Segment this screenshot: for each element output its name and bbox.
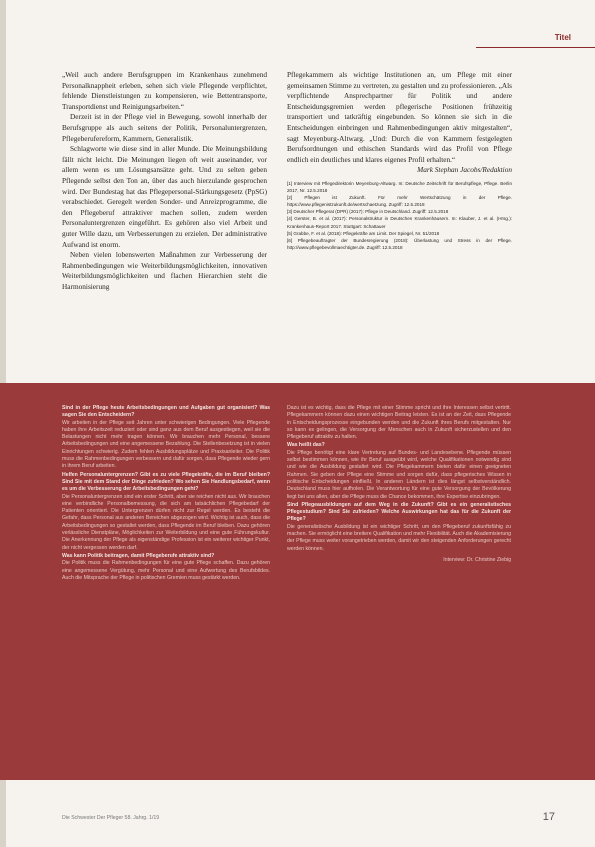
interview-answer: Dazu ist es wichtig, dass die Pflege mit einer Stimme spricht und ihre Interessen selbst vertritt. Pflegekammern können dazu einen wichtigen Beitrag leisten. Es ist an der Zeit, dass Pflegende in Entscheidungsprozesse eingebunden werden und die Zukunft ihres Berufs mitgestalten. Nur so kann es gelingen, die Versorgung der Menschen auch in Zukunft sicherzustellen und den Pflegeberuf attraktiv zu halten. (287, 405, 511, 441)
interview-question: Was heißt das? (287, 442, 325, 449)
page-header (0, 0, 595, 48)
article-paragraph: „Weil auch andere Berufsgruppen im Krankenhaus zunehmend Personalknappheit erleben, sehen sich viele Pflegende verpflichtet, fehlende Dienstleistungen zu kompensieren, wie Bettentransporte, Transportdienst und Reinigungsarbeiten.“ (62, 70, 267, 111)
interview-question: Sind Pflegeausbildungen auf dem Weg in die Zukunft? Gibt es ein generalistisches Pflegestudium? Sind Sie zufrieden? Welche Auswirkungen hat das für die Zukunft der Pflege? (287, 501, 511, 523)
interview-question: Was kann Politik beitragen, damit Pflegeberufe attraktiv sind? (62, 552, 215, 559)
reference-item: [2] Pflegen ist Zukunft. Für mehr Wertschätzung in der Pflege. https://www.pflegenistzukunft.de/wertschaetzung. Zugriff: 12.5.2018 (287, 195, 512, 208)
article-paragraph: Pflegekammern als wichtige Institutionen an, um Pflege mit einer gemeinsamen Stimme zu vertreten, zu gestalten und zu professionieren. „Als verpflichtende Ansprechpartner für Politik und andere Entscheidungsgremien werden pflegerische Positionen frühzeitig transportiert und tatkräftig eingebunden. So können sie sich in die Entscheidungen einbringen und Rahmenbedingungen aktiv mitgestalten“, sagt Meyenburg-Altwarg. „Und: Durch die von Kammern festgelegten Berufsordnungen und ethischen Standards wird das Profil von Pflege endlich ein deutliches und klares eigenes Profil erhalten.“ (287, 70, 512, 164)
interview-box (0, 383, 595, 780)
author-signature: Mark Stephan Jacobs/Redaktion (417, 165, 512, 175)
references (287, 180, 512, 251)
interview-answer: Die Politik muss die Rahmenbedingungen für eine gute Pflege schaffen. Dazu gehören eine angemessene Vergütung, mehr Personal und eine Aufwertung des Berufsbildes. Auch die Mitsprache der Pflege in politischen Gremien muss gestärkt werden. (62, 560, 270, 581)
article-paragraph: Schlagworte wie diese sind in aller Munde. Die Meinungsbildung fällt nicht leicht. Die Meinungen liegen oft weit auseinander, vor allem wenn es um Lösungsansätze geht. Und zu selten geben Pflegende selbst den Ton an, über das auch hierzulande gesprochen wird. Der Bundestag hat das Pflegepersonal-Stärkungsgesetz (PpSG) verabschiedet. Geregelt werden Sonder- und Anreizprogramme, die den Pflegeberuf attraktiver machen sollen, zudem werden Personaluntergrenzen eingeführt. Es gehören also viel Arbeit und guter Wille dazu, um Verbesserungen zu erzielen. Der administrative Aufwand ist enorm. (62, 144, 267, 249)
interview-question: Helfen Personaluntergrenzen? Gibt es zu viele Pflegekräfte, die im Beruf bleiben? Sind Sie mit dem Stand der Dinge zufrieden? Wo sehen Sie Handlungsbedarf, wenn es um die Verbesserung der Arbeitsbedingungen geht? (62, 471, 270, 493)
article-left-column (62, 70, 267, 292)
reference-item: [1] Interview mit Pflegedirektorin Meyenburg-Altwarg. In: Deutsche Zeitschrift für Berufspflege, Pflege. Berlin 2017, Nr. 12.5.2018 (287, 180, 512, 194)
reference-item: [3] Deutscher Pflegerat (DPR) (2017): Pflege in Deutschland. Zugriff: 12.5.2018 (287, 209, 449, 215)
article-paragraph: Neben vielen lobenswerten Maßnahmen zur Verbesserung der Rahmenbedingungen wie Weiterbildungsmöglichkeiten, innovativen Weiterbildungsmöglichkeiten und flachen Hierarchien steht die Harmonisierung (62, 250, 267, 291)
article-right-column (287, 70, 512, 251)
page-number: 17 (542, 811, 555, 823)
reference-item: [6] Pflegebeauftragter der Bundesregierung (2018): Überlastung und Stress in der Pflege. http://www.pflegebevollmaechtigter.de. Zugriff: 12.5.2018 (287, 237, 512, 250)
interview-answer: Die generalistische Ausbildung ist ein wichtiger Schritt, um den Pflegeberuf zukunftsfähig zu machen. Sie ermöglicht eine breitere Qualifikation und mehr Flexibilität. Auch die Akademisierung der Pflege muss weiter vorangetrieben werden, damit wir den steigenden Anforderungen gerecht werden können. (287, 523, 511, 552)
header-rule (476, 47, 595, 48)
interview-author: Interview: Dr. Christine Ziebig (443, 556, 511, 563)
interview-answer: Wir arbeiten in der Pflege seit Jahren unter schwierigen Bedingungen. Viele Pflegende haben ihre Arbeitszeit reduziert oder sind ganz aus dem Beruf ausgestiegen, weil sie die Belastungen nicht mehr tragen können. Wir brauchen mehr Personal, bessere Arbeitsbedingungen und eine angemessene Bezahlung. Die Stellenbesetzung ist in vielen Einrichtungen schwierig. Zudem fehlen Ausbildungsplätze und Praxisanleiter. Die Politik muss die Rahmenbedingungen verbessern und dafür sorgen, dass Pflegende wieder gern in ihrem Beruf arbeiten. (62, 419, 270, 470)
interview-right-column (287, 405, 511, 569)
interview-answer: Die Pflege benötigt eine klare Vertretung auf Bundes- und Landesebene. Pflegende müssen selbst bestimmen können, wie ihr Beruf ausgeübt wird, welche Qualifikationen notwendig sind und wie die Ausbildung gestaltet wird. Die Pflegekammern bieten dafür einen geeigneten Rahmen. Sie geben der Pflege eine Stimme und sorgen dafür, dass pflegerisches Wissen in politische Entscheidungen einfließt. In anderen Ländern ist dies längst selbstverständlich. Deutschland muss hier aufholen. Die Verantwortung für eine gute Versorgung der Bevölkerung liegt bei uns allen, aber die Pflege muss die Chance bekommen, ihre Expertise einzubringen. (287, 449, 511, 500)
page-footer (62, 811, 555, 827)
section-tag: Titel (554, 33, 571, 42)
reference-item: [5] Grabbe, F. et al. (2018): Pflegekräfte am Limit. Der Spiegel, Nr. 51/2018 (287, 230, 440, 236)
interview-answer: Die Personaluntergrenzen sind ein erster Schritt, aber sie reichen nicht aus. Wir brauchen eine verbindliche Personalbemessung, die sich am tatsächlichen Pflegebedarf der Patienten orientiert. Die Untergrenzen dürfen nicht zur Regel werden. Es besteht die Gefahr, dass Personal aus anderen Bereichen abgezogen wird. Wichtig ist auch, dass die Arbeitsbedingungen so gestaltet werden, dass Pflegende im Beruf bleiben. Dazu gehören verlässliche Dienstpläne, Möglichkeiten zur Weiterbildung und eine gute Führungskultur. Die Anerkennung der Pflege als eigenständige Profession ist ein weiterer wichtiger Punkt, der nicht vergessen werden darf. (62, 493, 270, 551)
publication-source: Die Schwester Der Pfleger 58. Jahrg. 1/19 (62, 815, 160, 821)
article-paragraph: Derzeit ist in der Pflege viel in Bewegung, sowohl innerhalb der Berufsgruppe als auch seitens der Politik, Personaluntergrenzen, Pflegeberufereform, Kammern, Generalistik. (62, 112, 267, 143)
interview-question: Sind in der Pflege heute Arbeitsbedingungen und Aufgaben gut organisiert? Was sagen Sie den Entscheidern? (62, 405, 270, 419)
interview-left-column (62, 405, 270, 583)
reference-item: [4] Gerster, B. et al. (2017): Personalstruktur in Deutschen Krankenhäusern. In: Klauber, J. et al. (Hrsg.): Krankenhaus-Report 2017. Stuttgart: Schattauer (287, 216, 512, 229)
